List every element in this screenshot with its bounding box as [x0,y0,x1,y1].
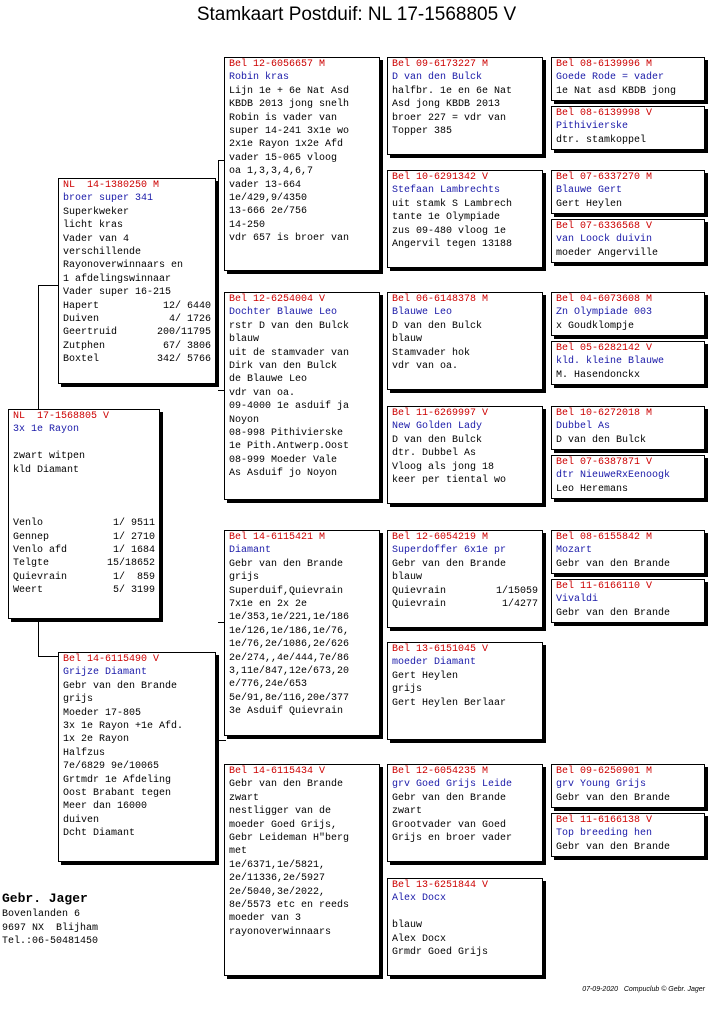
ring-number: Bel 09-6173227 M [392,59,489,70]
pedigree-card-mfm [387,642,543,740]
info-line: Asd jong KBDB 2013 [392,99,501,111]
pedigree-card-mmf [387,764,543,862]
info-line: vdr van oa. [392,361,459,373]
info-line: Superkweker [63,206,130,218]
pigeon-name: Stefaan Lambrechts [392,185,501,197]
software-credit: Compuclub © Gebr. Jager [623,986,705,993]
info-line: Gebr Leideman H"berg [229,833,350,845]
info-line: 5e/91,8e/116,20e/377 [229,692,350,704]
info-line: 08-998 Pithivierske [229,428,344,440]
pedigree-card-mff [387,530,543,628]
info-line: Vloog als jong 18 [392,461,495,473]
info-line: 2x1e Rayon 1x2e Afd [229,139,344,151]
info-line: 2e/274,,4e/444,7e/86 [229,652,350,664]
info-line: keer per tiental wo [392,475,507,487]
pigeon-name: broer super 341 [63,193,154,205]
result-value: 15/18652 [106,558,155,570]
info-line: Meer dan 16000 [63,801,148,813]
info-line: 7e/6829 9e/10065 [63,761,160,773]
ring-number: Bel 07-6387871 V [556,457,653,468]
pigeon-name: Pithivierske [556,121,629,133]
pedigree-card-ffm [387,170,543,268]
info-line: Gebr van den Brande [392,558,507,570]
info-line: Gert Heylen [556,198,623,210]
result-row [13,517,155,530]
pedigree-card-g5 [551,292,705,336]
result-row [63,300,211,313]
info-line: grijs [229,572,260,584]
ring-number: Bel 06-6148378 M [392,294,489,305]
info-line: 7x1e en 2x 2e [229,599,308,611]
info-line: Grmdr Goed Grijs [392,947,489,959]
result-row [63,313,211,326]
info-line: 1e/353,1e/221,1e/186 [229,612,350,624]
info-line [392,906,538,919]
result-race: Telgte [13,558,50,570]
info-line: Gebr van den Brande [229,779,344,791]
breeder-name: Gebr. Jager [2,891,88,906]
info-line: duiven [63,814,100,826]
info-line: moeder Goed Grijs, [229,819,338,831]
result-value: 67/ 3806 [162,340,211,352]
info-line: moeder van 3 [229,913,302,925]
info-line: vader 13-664 [229,179,302,191]
breeder-address: Bovenlanden 6 [2,909,81,920]
pigeon-name: 3x 1e Rayon [13,424,80,436]
pedigree-card-fm [224,292,380,500]
ring-number: Bel 11-6269997 V [392,408,489,419]
info-line: x Goudklompje [556,320,635,332]
pigeon-name: grv Young Grijs [556,779,647,791]
pigeon-name: Alex Docx [392,893,447,905]
pedigree-card-fff [387,57,543,155]
info-line: blauw [392,572,423,584]
info-line: Gebr van den Brande [556,607,671,619]
pedigree-card-fmm [387,406,543,504]
result-race: Geertruid [63,327,118,339]
info-line: Grijs en broer vader [392,833,513,845]
ring-number: Bel 07-6337270 M [556,172,653,183]
ring-number: Bel 12-6054235 M [392,766,489,777]
info-line: Topper 385 [392,126,453,138]
result-race: Quievrain [13,571,68,583]
result-value: 1/4277 [501,599,538,611]
result-value: 1/15059 [495,585,538,597]
pigeon-name: Blauwe Leo [392,307,453,319]
pedigree-card-mf [224,530,380,736]
connector-line [38,618,39,656]
result-row [13,557,155,570]
result-row [13,544,155,557]
result-race: Weert [13,585,44,597]
result-value: 1/ 2710 [112,531,155,543]
info-line: Gebr van den Brande [556,841,671,853]
result-value: 1/ 1684 [112,545,155,556]
pigeon-name: Mozart [556,545,593,557]
info-line: 1 afdelingswinnaar [63,273,172,285]
connector-line [38,285,60,286]
pigeon-name: Zn Olympiade 003 [556,307,653,319]
pedigree-card-fmf [387,292,543,390]
info-line: grijs [63,694,94,706]
ring-number: Bel 04-6073608 M [556,294,653,305]
pigeon-name: van Loock duivin [556,234,653,246]
info-line: Oost Brabant tegen [63,788,172,800]
info-line: 2e/11336,2e/5927 [229,873,326,885]
pigeon-name: Superdoffer 6x1e pr [392,545,507,557]
info-line: de Blauwe Leo [229,374,308,386]
result-race: Hapert [63,300,100,312]
info-line: met [229,846,248,858]
ring-number: Bel 08-6139998 V [556,108,653,119]
connector-line [218,740,226,741]
info-line: Leo Heremans [556,483,629,495]
info-line: 1x 2e Rayon [63,734,130,746]
ring-number: Bel 12-6254004 V [229,294,326,305]
result-value: 1/ 859 [112,571,155,583]
info-line: uit stamk S Lambrech [392,198,513,210]
connector-line [38,285,39,411]
result-row [13,584,155,597]
pedigree-card-g6 [551,341,705,385]
page-title: Stamkaart Postduif: NL 17-1568805 V [196,4,517,25]
info-line: 1e/6371,1e/5821, [229,859,326,871]
pedigree-card-g7 [551,406,705,450]
pigeon-name: D van den Bulck [392,72,483,84]
ring-number: Bel 10-6291342 V [392,172,489,183]
result-value: 12/ 6440 [162,300,211,312]
result-row [392,598,538,611]
info-line: grijs [392,684,423,696]
info-line: super 14-241 3x1e wo [229,126,350,138]
info-line: As Asduif jo Noyon [229,468,338,480]
info-line: D van den Bulck [392,434,483,446]
info-line: rayonoverwinnaars [229,926,332,938]
result-row [392,585,538,598]
result-value: 1/ 9511 [112,518,155,530]
info-line: zwart [392,806,423,818]
info-line: Angervil tegen 13188 [392,239,513,251]
info-line: Moeder 17-805 [63,707,142,719]
result-value: 5/ 3199 [112,585,155,597]
breeder-info [2,890,98,949]
info-line: M. Hasendonckx [556,369,641,381]
info-line: Grootvader van Goed [392,819,507,831]
info-line: Alex Docx [392,933,447,945]
footer [582,986,705,993]
info-line: 1e/126,1e/186,1e/76, [229,625,350,637]
pigeon-name: Dochter Blauwe Leo [229,307,338,319]
info-line: Gebr van den Brande [229,558,344,570]
info-line: rstr D van den Bulck [229,320,350,332]
ring-number: Bel 12-6054219 M [392,532,489,543]
pigeon-name: Robin kras [229,72,290,84]
info-line: blauw [392,920,423,932]
breeder-postcode-city: 9697 NX Blijham [2,922,99,934]
ring-number: Bel 05-6282142 V [556,343,653,354]
result-race: Zutphen [63,340,106,352]
pigeon-name: kld. kleine Blauwe [556,356,665,368]
pigeon-name: Grijze Diamant [63,667,148,679]
ring-number: Bel 11-6166138 V [556,815,653,826]
info-line: vdr van oa. [229,387,296,399]
info-line: moeder Angerville [556,247,659,259]
info-line: 1e Nat asd KBDB jong [556,85,677,97]
ring-number: Bel 11-6166110 V [556,581,653,592]
pedigree-card-g3 [551,170,705,214]
info-line: Gert Heylen [392,670,459,682]
info-line: 3e Asduif Quievrain [229,706,344,718]
info-line: zus 09-480 vloog 1e [392,225,507,237]
info-line: 09-4000 1e asduif ja [229,401,350,413]
connector-line [218,160,219,182]
info-line: 14-250 [229,219,266,231]
info-line: blauw [229,334,260,346]
pedigree-card-mmm [387,878,543,976]
ring-number: Bel 08-6139996 M [556,59,653,70]
pedigree-card-g2 [551,106,705,150]
info-line: licht kras [63,220,124,232]
info-line: uit de stamvader van [229,347,350,359]
ring-number: Bel 08-6155842 M [556,532,653,543]
pigeon-name: Dubbel As [556,421,611,433]
info-line: tante 1e Olympiade [392,212,501,224]
ring-number: Bel 07-6336568 V [556,221,653,232]
result-race: Quievrain [392,585,447,597]
ring-number: Bel 14-6115421 M [229,532,326,543]
ring-number: Bel 10-6272018 M [556,408,653,419]
info-line: 1e/76,2e/1086,2e/626 [229,639,350,651]
info-line: 2e/5040,3e/2022, [229,886,326,898]
info-line: Vader van 4 [63,233,130,245]
info-line: nestligger van de [229,806,332,818]
ring-number: Bel 12-6056657 M [229,59,326,70]
result-row [63,340,211,353]
result-row [63,353,211,366]
result-race: Venlo afd [13,545,68,556]
result-race: Gennep [13,531,50,543]
info-line: verschillende [63,247,142,259]
info-line: kld Diamant [13,464,80,476]
pigeon-name: Blauwe Gert [556,185,623,197]
info-line: Vader super 16-215 [63,287,172,299]
ring-number: Bel 14-6115490 V [63,654,160,665]
ring-number: Bel 09-6250901 M [556,766,653,777]
info-line: Rayonoverwinnaars en [63,260,184,272]
ring-number: Bel 13-6251844 V [392,880,489,891]
result-race: Quievrain [392,599,447,611]
ring-number: NL 17-1568805 V [13,411,110,422]
info-line [13,504,155,517]
ring-number: Bel 13-6151045 V [392,644,489,655]
pedigree-card-g1 [551,57,705,101]
info-line: oa 1,3,3,4,6,7 [229,166,314,178]
result-row [13,531,155,544]
info-line: Dirk van den Bulck [229,361,338,373]
result-race: Venlo [13,518,44,530]
info-line: dtr. stamkoppel [556,134,647,146]
breeder-phone: Tel.:06-50481450 [2,936,99,947]
info-line: Noyon [229,414,260,426]
result-value: 342/ 5766 [156,354,211,366]
info-line: Gebr van den Brande [556,558,671,570]
info-line: Stamvader hok [392,347,471,359]
pedigree-card-g9 [551,530,705,574]
pedigree-card-mother [58,652,216,862]
info-line: e/776,24e/653 [229,679,308,691]
info-line [13,490,155,503]
connector-line [38,656,60,657]
pedigree-card-g13 [551,764,705,808]
info-line: halfbr. 1e en 6e Nat [392,85,513,97]
info-line: KBDB 2013 jong snelh [229,99,350,111]
info-line: 1e Pith.Antwerp.Oost [229,441,350,453]
result-race: Duiven [63,314,100,326]
pigeon-name: New Golden Lady [392,421,483,433]
info-line: Grtmdr 1e Afdeling [63,774,172,786]
pigeon-name: moeder Diamant [392,657,477,669]
info-line: Halfzus [63,747,106,759]
result-value: 200/11795 [156,327,211,339]
pedigree-card-g8 [551,455,705,499]
info-line: Dcht Diamant [63,828,136,840]
info-line: zwart [229,792,260,804]
ring-number: NL 14-1380250 M [63,180,160,191]
info-line: Robin is vader van [229,112,338,124]
info-line: 1e/429,9/4350 [229,193,308,205]
pedigree-card-ff [224,57,380,271]
info-line: Superduif,Quievrain [229,585,344,597]
info-line: broer 227 = vdr van [392,112,507,124]
info-line: Gert Heylen Berlaar [392,697,507,709]
result-value: 4/ 1726 [168,314,211,326]
pigeon-name: dtr NieuweRxEenoogk [556,470,671,482]
result-row [63,326,211,339]
pedigree-card-mm [224,764,380,976]
info-line: Lijn 1e + 6e Nat Asd [229,85,350,97]
info-line: 3,11e/847,12e/673,20 [229,666,350,678]
info-line [13,477,155,490]
pedigree-card-g10 [551,579,705,623]
pigeon-name: Diamant [229,545,272,557]
info-line: blauw [392,334,423,346]
info-line: dtr. Dubbel As [392,448,477,460]
connector-line [218,740,219,770]
result-race: Boxtel [63,354,100,366]
info-line: Gebr van den Brande [392,792,507,804]
info-line: Gebr van den Brande [556,792,671,804]
info-line: 13-666 2e/756 [229,206,308,218]
info-line: zwart witpen [13,451,86,463]
info-line: 8e/5573 etc en reeds [229,900,350,912]
info-line: D van den Bulck [556,434,647,446]
info-line: D van den Bulck [392,320,483,332]
info-line: vdr 657 is broer van [229,233,350,245]
info-line: Gebr van den Brande [63,680,178,692]
pedigree-card-g14 [551,813,705,857]
info-line [13,437,155,450]
pigeon-name: grv Goed Grijs Leide [392,779,513,791]
info-line: vader 15-065 vloog [229,152,338,164]
pigeon-name: Goede Rode = vader [556,72,665,84]
ring-number: Bel 14-6115434 V [229,766,326,777]
print-date: 07-09-2020 [582,986,618,993]
pigeon-name: Top breeding hen [556,828,653,840]
result-row [13,571,155,584]
info-line: 3x 1e Rayon +1e Afd. [63,721,184,733]
info-line: 08-999 Moeder Vale [229,454,338,466]
pedigree-card-g4 [551,219,705,263]
pedigree-card-subject [8,409,160,619]
pigeon-name: Vivaldi [556,594,599,606]
pedigree-card-father [58,178,216,384]
